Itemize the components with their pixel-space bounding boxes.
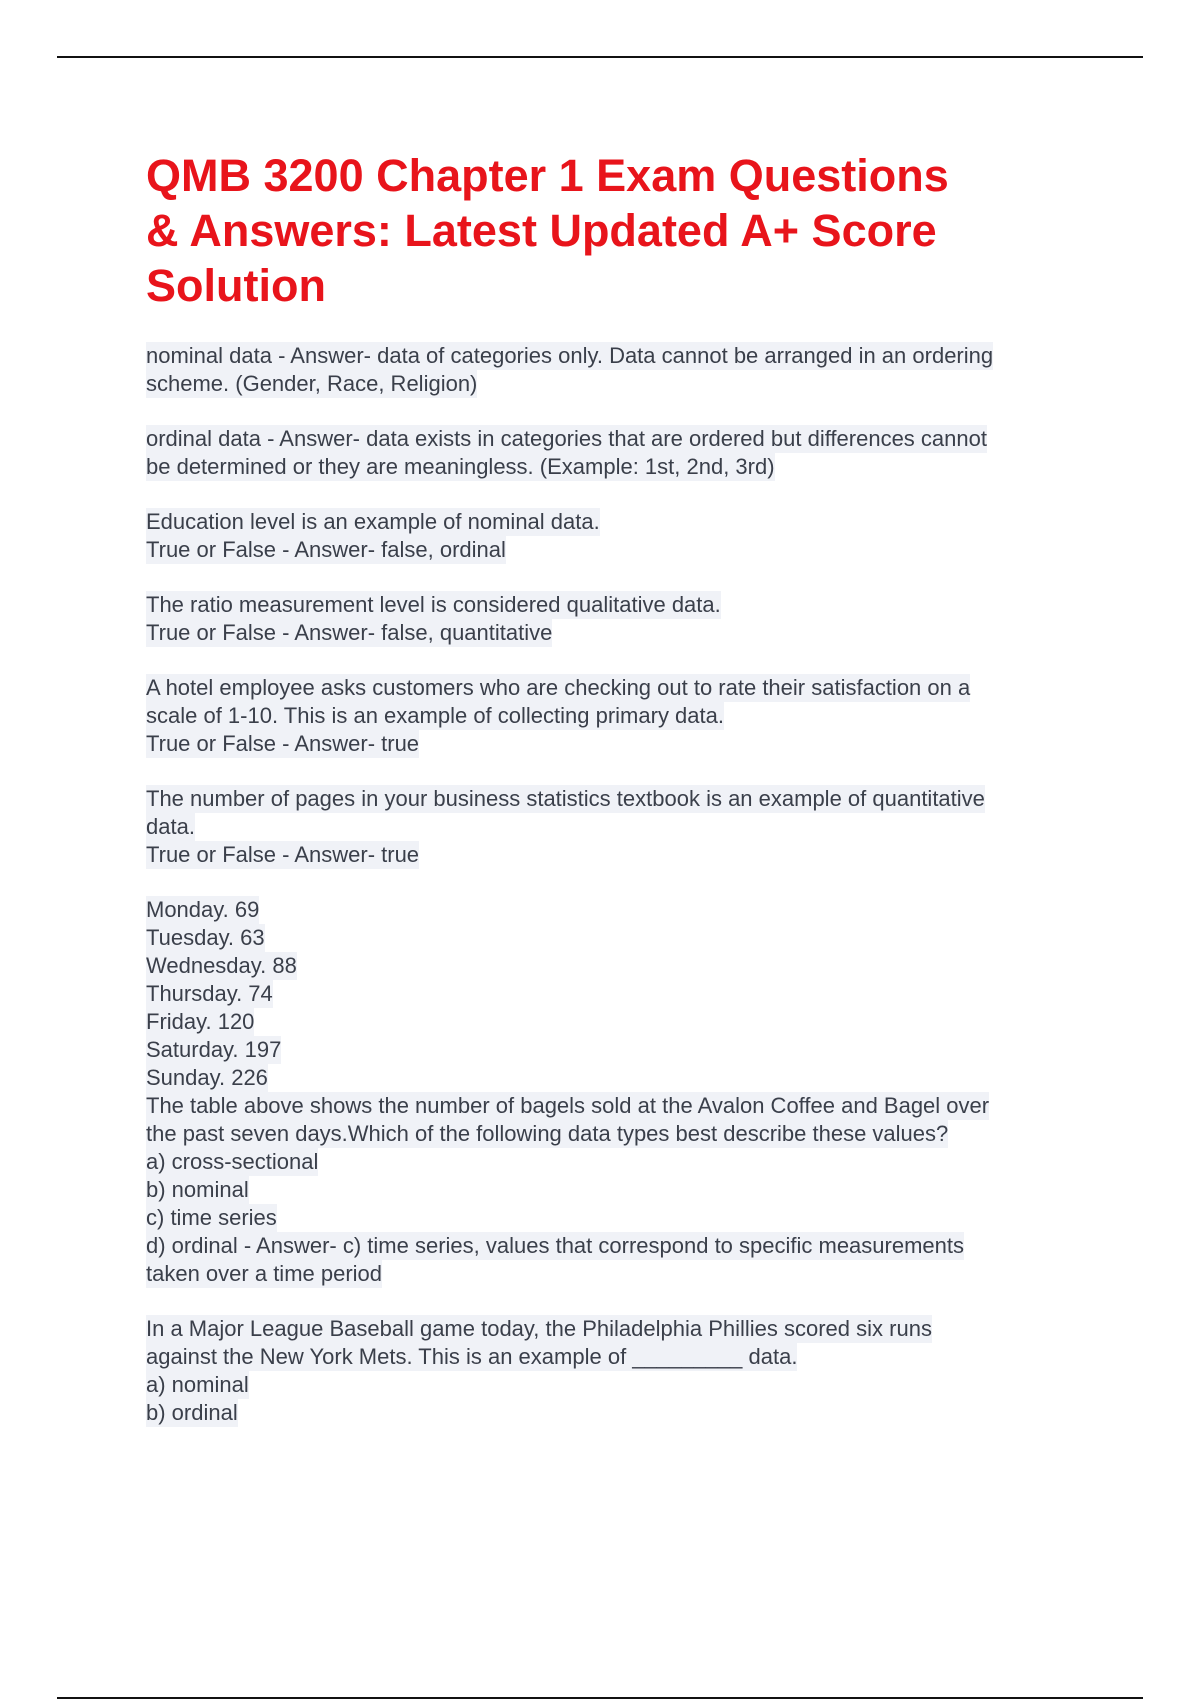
qa-item-bagel-sales xyxy=(146,896,1086,1288)
top-rule xyxy=(57,56,1143,58)
option-line: d) ordinal - Answer- c) time series, values that correspond to specific measurements xyxy=(146,1233,964,1258)
text-line: The number of pages in your business statistics textbook is an example of quantitative xyxy=(146,786,985,811)
day-line: Wednesday. 88 xyxy=(146,953,297,978)
text-line: scale of 1-10. This is an example of collecting primary data. xyxy=(146,703,724,728)
text-line: data. xyxy=(146,814,195,839)
text-line: The ratio measurement level is considered qualitative data. xyxy=(146,592,721,617)
text-line: Education level is an example of nominal data. xyxy=(146,509,600,534)
title-line: Solution xyxy=(146,260,326,311)
text-line: ordinal data - Answer- data exists in categories that are ordered but differences cannot xyxy=(146,426,987,451)
option-line: b) nominal xyxy=(146,1177,249,1202)
day-line: Thursday. 74 xyxy=(146,981,273,1006)
text-line: True or False - Answer- false, ordinal xyxy=(146,537,506,562)
qa-item-education-level xyxy=(146,508,1086,564)
text-line: In a Major League Baseball game today, the Philadelphia Phillies scored six runs xyxy=(146,1316,932,1341)
day-line: Sunday. 226 xyxy=(146,1065,268,1090)
text-line: True or False - Answer- true xyxy=(146,842,420,867)
text-line: scheme. (Gender, Race, Religion) xyxy=(146,371,478,396)
text-line: A hotel employee asks customers who are checking out to rate their satisfaction on a xyxy=(146,675,971,700)
option-line: a) cross-sectional xyxy=(146,1149,319,1174)
text-line: nominal data - Answer- data of categories only. Data cannot be arranged in an ordering xyxy=(146,343,994,368)
day-line: Saturday. 197 xyxy=(146,1037,282,1062)
option-line: c) time series xyxy=(146,1205,277,1230)
qa-item-ratio-level xyxy=(146,591,1086,647)
title-line: & Answers: Latest Updated A+ Score xyxy=(146,205,937,256)
day-line: Friday. 120 xyxy=(146,1009,255,1034)
text-line: the past seven days.Which of the following data types best describe these values? xyxy=(146,1121,949,1146)
day-line: Tuesday. 63 xyxy=(146,925,265,950)
qa-item-nominal-data xyxy=(146,342,1086,398)
qa-item-hotel-survey xyxy=(146,674,1086,758)
text-line: taken over a time period xyxy=(146,1261,383,1286)
text-line: The table above shows the number of bagels sold at the Avalon Coffee and Bagel over xyxy=(146,1093,990,1118)
qa-item-ordinal-data xyxy=(146,425,1086,481)
text-line: be determined or they are meaningless. (Example: 1st, 2nd, 3rd) xyxy=(146,454,775,479)
document-body xyxy=(146,148,1086,1454)
document-title xyxy=(146,148,1086,313)
option-line: b) ordinal xyxy=(146,1400,238,1425)
bottom-rule xyxy=(57,1697,1143,1699)
text-line: against the New York Mets. This is an example of _________ data. xyxy=(146,1344,798,1369)
qa-item-textbook-pages xyxy=(146,785,1086,869)
day-line: Monday. 69 xyxy=(146,897,260,922)
option-line: a) nominal xyxy=(146,1372,249,1397)
text-line: True or False - Answer- true xyxy=(146,731,420,756)
title-line: QMB 3200 Chapter 1 Exam Questions xyxy=(146,150,949,201)
qa-item-baseball-runs xyxy=(146,1315,1086,1427)
text-line: True or False - Answer- false, quantitative xyxy=(146,620,553,645)
